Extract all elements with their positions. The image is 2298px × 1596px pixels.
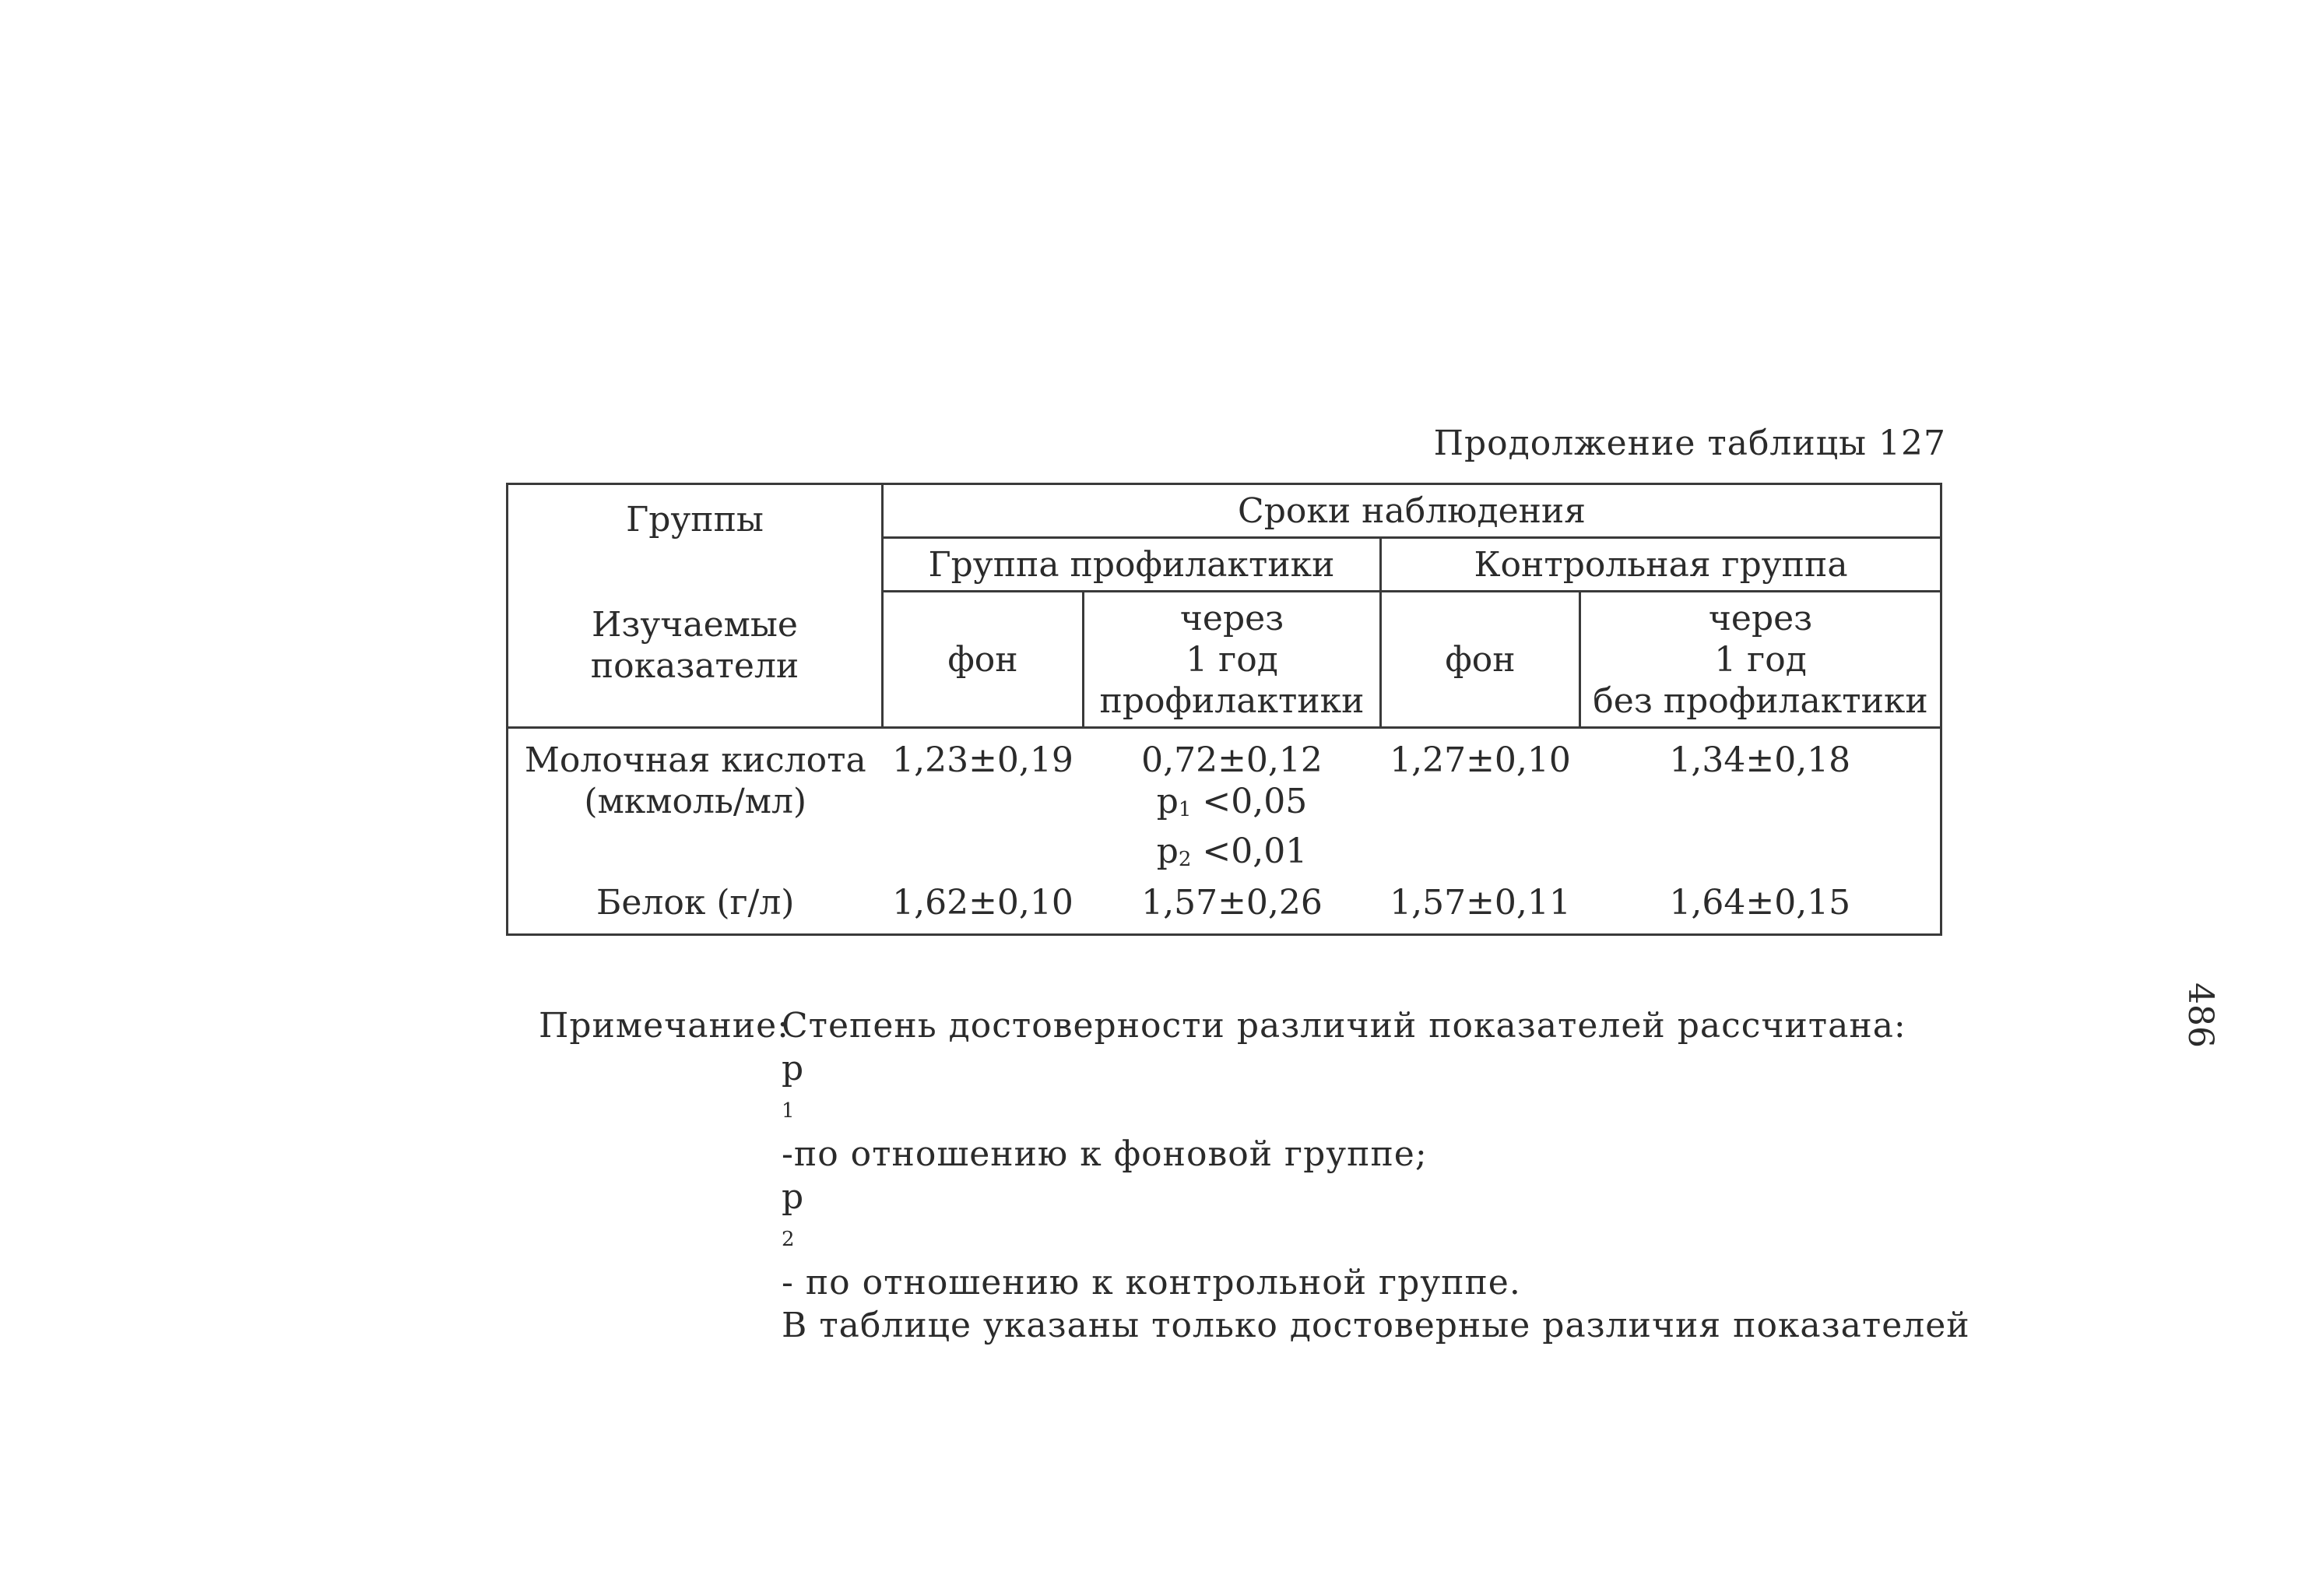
- prophylaxis-background-header: фон: [883, 592, 1084, 728]
- control-after-value: 1,34±0,18: [1580, 728, 1941, 881]
- prophylaxis-after-header: [1084, 592, 1381, 728]
- indicator-name: Белок (г/л): [508, 881, 883, 935]
- indicator-unit: (мкмоль/мл): [584, 782, 807, 821]
- prophylaxis-after-cell: [1084, 728, 1381, 881]
- after-line2: 1 год: [1186, 639, 1278, 680]
- p1-subscript: 1: [782, 1099, 796, 1123]
- control-background-value: 1,27±0,10: [1390, 740, 1571, 780]
- note-p1-text: -по отношению к фоновой группе;: [782, 1134, 1428, 1174]
- prophylaxis-after-value: 0,72±0,12: [1141, 740, 1323, 780]
- prophylaxis-background-value: 1,62±0,10: [883, 881, 1084, 935]
- table-caption: Продолжение таблицы 127: [1433, 424, 1946, 463]
- data-table: [506, 483, 1942, 936]
- p2-letter: p: [782, 1177, 805, 1217]
- after-line1: через: [1179, 598, 1284, 638]
- p1-letter: p: [782, 1049, 805, 1088]
- prophylaxis-after-value: 1,57±0,26: [1084, 881, 1381, 935]
- note-line: [782, 1047, 1970, 1176]
- indicators-label-line1: Изучаемые: [592, 605, 798, 645]
- p1-letter: p: [1156, 782, 1179, 821]
- after-line1: через: [1708, 598, 1813, 638]
- p2-value: <0,01: [1191, 831, 1308, 871]
- corner-header-cell: [508, 484, 883, 728]
- p2-subscript: 2: [1178, 848, 1192, 871]
- observation-period-header: Сроки наблюдения: [883, 484, 1941, 538]
- control-background-value: 1,57±0,11: [1381, 881, 1580, 935]
- prophylaxis-group-header: Группа профилактики: [883, 538, 1381, 592]
- control-background-header: фон: [1381, 592, 1580, 728]
- note-p2-text: - по отношению к контрольной группе.: [782, 1263, 1521, 1302]
- control-group-header: Контрольная группа: [1381, 538, 1941, 592]
- control-after-value: 1,64±0,15: [1580, 881, 1941, 935]
- p1-subscript: 1: [1178, 798, 1192, 821]
- after-line2: 1 год: [1714, 639, 1807, 680]
- p2-letter: p: [1156, 831, 1179, 871]
- after-no-prophylaxis-line3: без профилактики: [1593, 680, 1928, 721]
- p1-value: <0,05: [1191, 782, 1308, 821]
- groups-label: Группы: [626, 500, 764, 540]
- page-number: 486: [2180, 983, 2220, 1048]
- p2-subscript: 2: [782, 1228, 796, 1251]
- p2-significance: [1088, 831, 1376, 881]
- p1-significance: [1088, 781, 1376, 831]
- note-line: В таблице указаны только достоверные различия показателей: [782, 1306, 1970, 1345]
- header-row-1: [508, 484, 1941, 538]
- table-row: [508, 728, 1941, 881]
- after-prophylaxis-line3: профилактики: [1099, 680, 1365, 721]
- table-row: [508, 881, 1941, 935]
- note-line: [782, 1176, 1970, 1304]
- note-line: Степень достоверности различий показателей рассчитана:: [782, 1006, 1906, 1046]
- control-after-header: [1580, 592, 1941, 728]
- note-lines: [782, 1004, 1970, 1347]
- prophylaxis-background-value: 1,23±0,19: [892, 740, 1073, 780]
- note-label: Примечание:: [539, 1006, 789, 1046]
- indicator-name: Молочная кислота: [524, 740, 866, 780]
- indicator-name-cell: [508, 728, 883, 881]
- indicators-label-line2: показатели: [590, 646, 799, 686]
